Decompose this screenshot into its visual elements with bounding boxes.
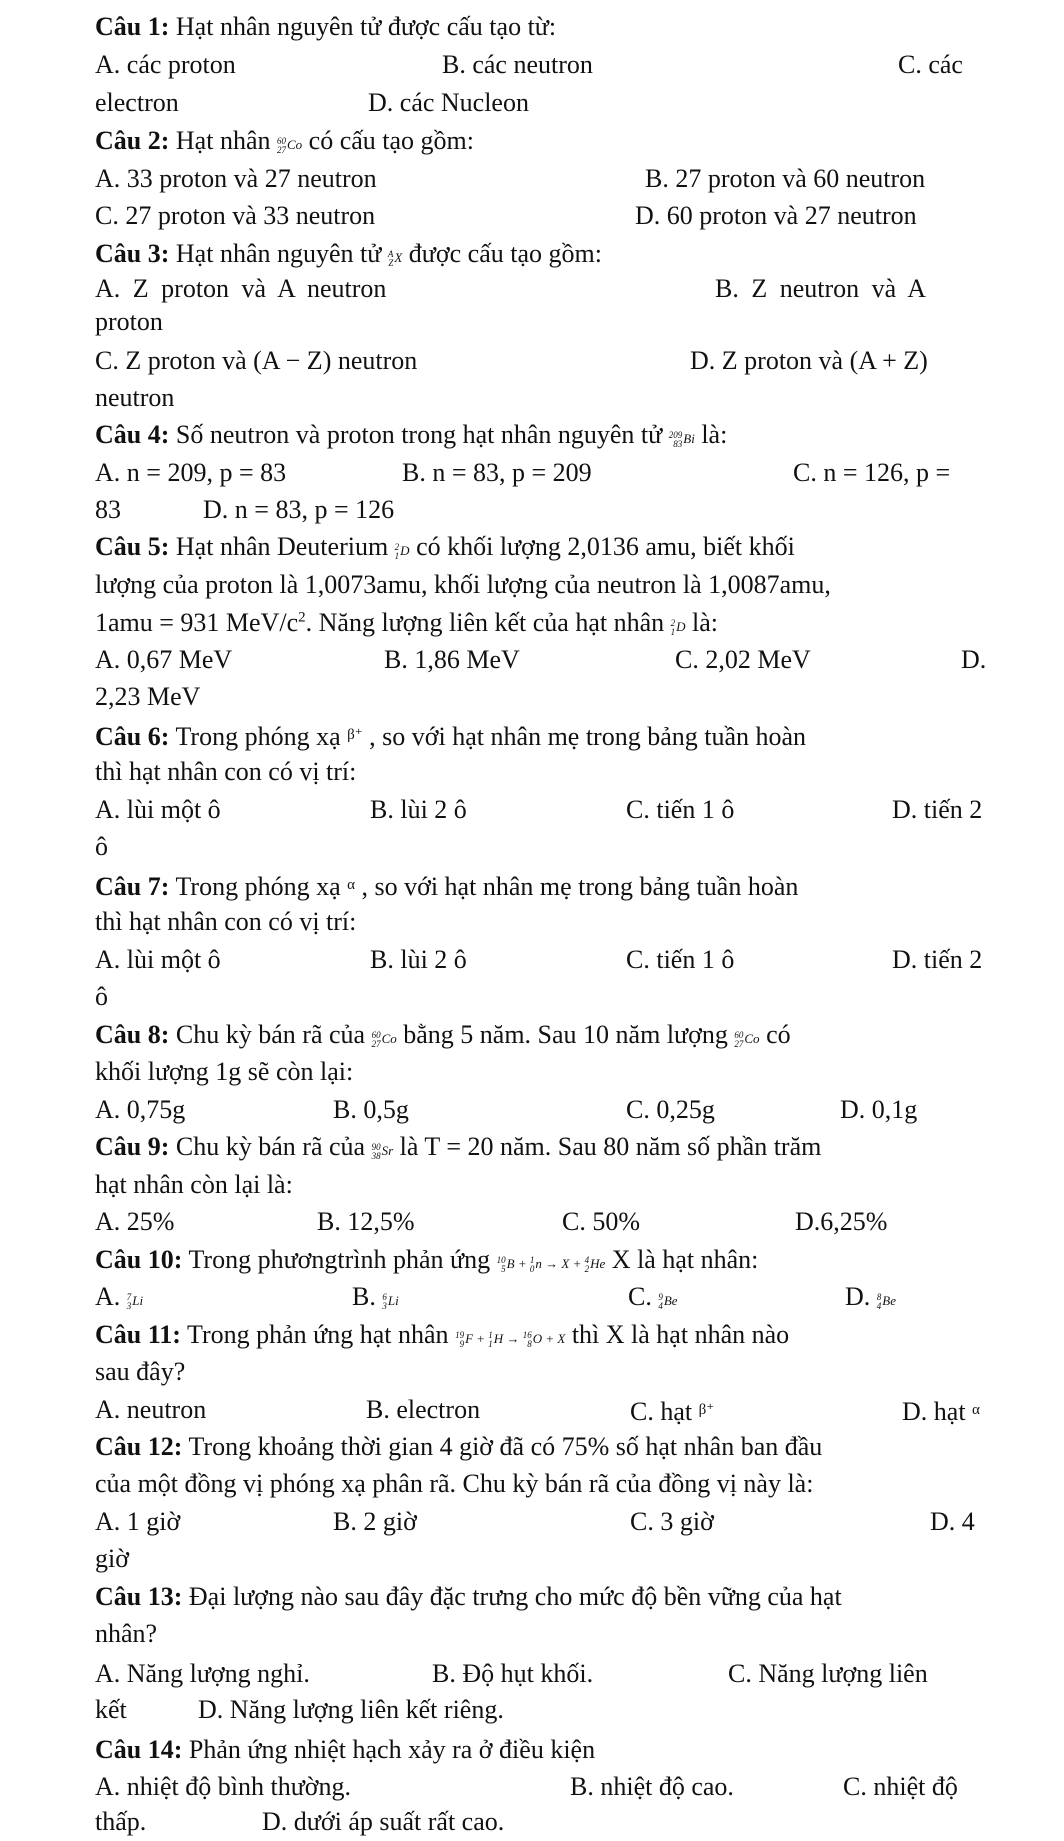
option-d-cont: giờ bbox=[95, 1544, 129, 1573]
option-b: B. 6 3 Li bbox=[352, 1282, 399, 1312]
option-d: D. Năng lượng liên kết riêng. bbox=[198, 1695, 504, 1724]
option-d: D. bbox=[961, 645, 987, 674]
option-d: D. n = 83, p = 126 bbox=[203, 495, 395, 524]
question-label: Câu 9: bbox=[95, 1132, 170, 1161]
option-a: A. neutron bbox=[95, 1395, 207, 1424]
question-text-end: thì X là hạt nhân nào bbox=[571, 1320, 790, 1349]
option-c-cont: 83 bbox=[95, 495, 121, 524]
question-label: Câu 10: bbox=[95, 1245, 183, 1274]
option-c: C. 27 proton và 33 neutron bbox=[95, 201, 376, 230]
option-b: B. n = 83, p = 209 bbox=[402, 458, 592, 487]
option-c: C. Z proton và (A − Z) neutron bbox=[95, 346, 418, 375]
option-b: B. 0,5g bbox=[333, 1095, 409, 1124]
option-c-cont: thấp. bbox=[95, 1807, 147, 1836]
question-9 bbox=[95, 1130, 821, 1168]
question-11 bbox=[95, 1318, 789, 1356]
option-b: B. lùi 2 ô bbox=[370, 795, 467, 824]
option-c: C. 2,02 MeV bbox=[675, 645, 811, 674]
question-text-end: có cấu tạo gồm: bbox=[308, 126, 475, 155]
nuclide-li7: 7 3 Li bbox=[126, 1292, 144, 1312]
option-a: A. 25% bbox=[95, 1207, 175, 1236]
option-a: A. 33 proton và 27 neutron bbox=[95, 164, 377, 193]
option-b: B. Z neutron và A bbox=[715, 274, 927, 303]
question-10 bbox=[95, 1243, 758, 1281]
option-d: D. dưới áp suất rất cao. bbox=[262, 1807, 505, 1836]
question-text: Trong phóng xạ bbox=[175, 872, 341, 901]
nuclide-co60: 60 27 Co bbox=[734, 1030, 760, 1050]
nuclide-bi209: 209 83 Bi bbox=[668, 430, 695, 450]
option-d-cont: ô bbox=[95, 982, 108, 1011]
question-1 bbox=[95, 10, 556, 44]
question-text: Chu kỳ bán rã của bbox=[175, 1132, 366, 1161]
option-a: A. nhiệt độ bình thường. bbox=[95, 1772, 352, 1801]
question-text: Đại lượng nào sau đây đặc trưng cho mức độ bền vững của hạt bbox=[188, 1582, 842, 1611]
question-text: Phản ứng nhiệt hạch xảy ra ở điều kiện bbox=[188, 1735, 596, 1764]
question-line-2: nhân? bbox=[95, 1619, 158, 1648]
question-4 bbox=[95, 418, 727, 456]
option-c: C. Năng lượng liên bbox=[728, 1659, 928, 1688]
question-text: Trong khoảng thời gian 4 giờ đã có 75% số hạt nhân ban đầu bbox=[188, 1432, 823, 1461]
option-d: D. 0,1g bbox=[840, 1095, 918, 1124]
option-c-cont: kết bbox=[95, 1695, 127, 1724]
question-label: Câu 8: bbox=[95, 1020, 170, 1049]
question-8 bbox=[95, 1018, 791, 1056]
option-c: C. 50% bbox=[562, 1207, 640, 1236]
option-a: A. Z proton và A neutron bbox=[95, 274, 387, 303]
option-a: A. 7 3 Li bbox=[95, 1282, 144, 1312]
option-c: C. các bbox=[898, 50, 963, 79]
question-label: Câu 6: bbox=[95, 722, 170, 751]
beta-plus-symbol: β⁺ bbox=[698, 1402, 715, 1418]
question-label: Câu 5: bbox=[95, 532, 170, 561]
question-line-2: của một đồng vị phóng xạ phân rã. Chu kỳ bán rã của đồng vị này là: bbox=[95, 1469, 814, 1498]
question-label: Câu 11: bbox=[95, 1320, 181, 1349]
question-line-2: sau đây? bbox=[95, 1357, 186, 1386]
question-line-3: 1amu = 931 MeV/$c^2$. Năng lượng liên kết của hạt nhân 2 1 D là: bbox=[95, 608, 719, 638]
option-d-cont: neutron bbox=[95, 383, 175, 412]
option-c: C. 0,25g bbox=[626, 1095, 715, 1124]
question-label: Câu 7: bbox=[95, 872, 170, 901]
option-c: C. 3 giờ bbox=[630, 1507, 714, 1536]
question-text: Trong phóng xạ bbox=[175, 722, 341, 751]
option-b: B. lùi 2 ô bbox=[370, 945, 467, 974]
question-text: Chu kỳ bán rã của bbox=[175, 1020, 366, 1049]
option-c: C. tiến 1 ô bbox=[626, 795, 735, 824]
question-5 bbox=[95, 530, 795, 568]
alpha-symbol: α bbox=[972, 1402, 980, 1418]
option-d: D. Z proton và (A + Z) bbox=[690, 346, 928, 375]
question-text: Hạt nhân Deuterium bbox=[175, 532, 389, 561]
nuclide-d2: 2 1 D bbox=[670, 618, 686, 638]
question-text-end: X là hạt nhân: bbox=[611, 1245, 759, 1274]
option-b: B. 27 proton và 60 neutron bbox=[645, 164, 926, 193]
option-a: A. lùi một ô bbox=[95, 795, 221, 824]
option-d: D. 8 4 Be bbox=[845, 1282, 896, 1312]
option-b: B. 1,86 MeV bbox=[384, 645, 520, 674]
question-line-2: hạt nhân còn lại là: bbox=[95, 1170, 293, 1199]
beta-plus-symbol: β⁺ bbox=[347, 727, 363, 743]
option-c: C. 9 4 Be bbox=[628, 1282, 678, 1312]
question-text-end: , so với hạt nhân mẹ trong bảng tuần hoàn bbox=[361, 872, 799, 901]
option-c-cont: electron bbox=[95, 88, 179, 117]
option-c: C. n = 126, p = bbox=[793, 458, 951, 487]
question-line-2: khối lượng 1g sẽ còn lại: bbox=[95, 1057, 354, 1086]
option-a: A. 0,75g bbox=[95, 1095, 186, 1124]
question-text: Hạt nhân bbox=[175, 126, 271, 155]
reaction-equation: 19 9 F + 1 1 H → 16 8 O + X bbox=[455, 1330, 566, 1350]
question-3 bbox=[95, 237, 602, 275]
option-c: C. nhiệt độ bbox=[843, 1772, 958, 1801]
option-b: B. các neutron bbox=[442, 50, 593, 79]
question-text-end: , so với hạt nhân mẹ trong bảng tuần hoàn bbox=[369, 722, 807, 751]
option-b: B. 12,5% bbox=[317, 1207, 415, 1236]
question-text-mid: bằng 5 năm. Sau 10 năm lượng bbox=[403, 1020, 728, 1049]
nuclide-x: A Z X bbox=[387, 249, 403, 269]
question-7 bbox=[95, 868, 798, 904]
option-d-cont: 2,23 MeV bbox=[95, 682, 201, 711]
reaction-equation: 10 5 B + 1 0 n → X + 4 2 He bbox=[496, 1255, 606, 1275]
nuclide-be8: 8 4 Be bbox=[876, 1292, 896, 1312]
question-13 bbox=[95, 1580, 842, 1614]
nuclide-li6: 6 3 Li bbox=[382, 1292, 399, 1312]
option-a: A. Năng lượng nghỉ. bbox=[95, 1659, 310, 1688]
question-text: Số neutron và proton trong hạt nhân nguyên tử bbox=[175, 420, 663, 449]
option-b: B. electron bbox=[366, 1395, 481, 1424]
option-b: B. 2 giờ bbox=[333, 1507, 417, 1536]
question-line-2: lượng của proton là 1,0073amu, khối lượng của neutron là 1,0087amu, bbox=[95, 570, 831, 599]
option-d: D. tiến 2 bbox=[892, 795, 983, 824]
question-text: Trong phản ứng hạt nhân bbox=[187, 1320, 449, 1349]
question-text-end: có khối lượng 2,0136 amu, biết khối bbox=[416, 532, 795, 561]
question-text: Hạt nhân nguyên tử bbox=[175, 239, 382, 268]
option-d: D.6,25% bbox=[795, 1207, 888, 1236]
question-14 bbox=[95, 1733, 595, 1767]
question-2 bbox=[95, 124, 474, 162]
option-a: A. các proton bbox=[95, 50, 236, 79]
question-line-2: thì hạt nhân con có vị trí: bbox=[95, 907, 357, 936]
option-d: D. tiến 2 bbox=[892, 945, 983, 974]
option-c: C. tiến 1 ô bbox=[626, 945, 735, 974]
option-d: D. 4 bbox=[930, 1507, 975, 1536]
option-d: D. 60 proton và 27 neutron bbox=[635, 201, 917, 230]
question-label: Câu 14: bbox=[95, 1735, 183, 1764]
question-label: Câu 1: bbox=[95, 12, 170, 41]
question-label: Câu 3: bbox=[95, 239, 170, 268]
option-b: B. Độ hụt khối. bbox=[432, 1659, 594, 1688]
alpha-symbol: α bbox=[347, 877, 355, 893]
question-text-end: là: bbox=[701, 420, 728, 449]
option-a: A. 0,67 MeV bbox=[95, 645, 233, 674]
question-label: Câu 4: bbox=[95, 420, 170, 449]
option-d: D. các Nucleon bbox=[368, 88, 529, 117]
option-c: C. hạt $^{\beta^+}$ bbox=[630, 1397, 715, 1426]
option-a: A. n = 209, p = 83 bbox=[95, 458, 287, 487]
question-label: Câu 13: bbox=[95, 1582, 183, 1611]
nuclide-d2: 2 1 D bbox=[394, 542, 410, 562]
question-text-end: được cấu tạo gồm: bbox=[408, 239, 602, 268]
question-text: Trong phươngtrình phản ứng bbox=[188, 1245, 491, 1274]
question-label: Câu 2: bbox=[95, 126, 170, 155]
question-12 bbox=[95, 1430, 822, 1464]
question-text-end: có bbox=[766, 1020, 791, 1049]
option-d-cont: ô bbox=[95, 832, 108, 861]
option-a: A. 1 giờ bbox=[95, 1507, 181, 1536]
nuclide-co60: 60 27 Co bbox=[371, 1030, 397, 1050]
option-d: D. hạt $^\alpha$ bbox=[902, 1397, 980, 1426]
option-b: B. nhiệt độ cao. bbox=[570, 1772, 734, 1801]
option-b-cont: proton bbox=[95, 307, 163, 336]
nuclide-sr90: 90 38 Sr bbox=[371, 1142, 394, 1162]
question-label: Câu 12: bbox=[95, 1432, 183, 1461]
question-line-2: thì hạt nhân con có vị trí: bbox=[95, 757, 357, 786]
option-a: A. lùi một ô bbox=[95, 945, 221, 974]
nuclide-co60: 60 27 Co bbox=[277, 136, 303, 156]
question-6 bbox=[95, 718, 806, 754]
question-text-end: là T = 20 năm. Sau 80 năm số phần trăm bbox=[399, 1132, 822, 1161]
nuclide-be9: 9 4 Be bbox=[658, 1292, 678, 1312]
question-text: Hạt nhân nguyên tử được cấu tạo từ: bbox=[175, 12, 557, 41]
